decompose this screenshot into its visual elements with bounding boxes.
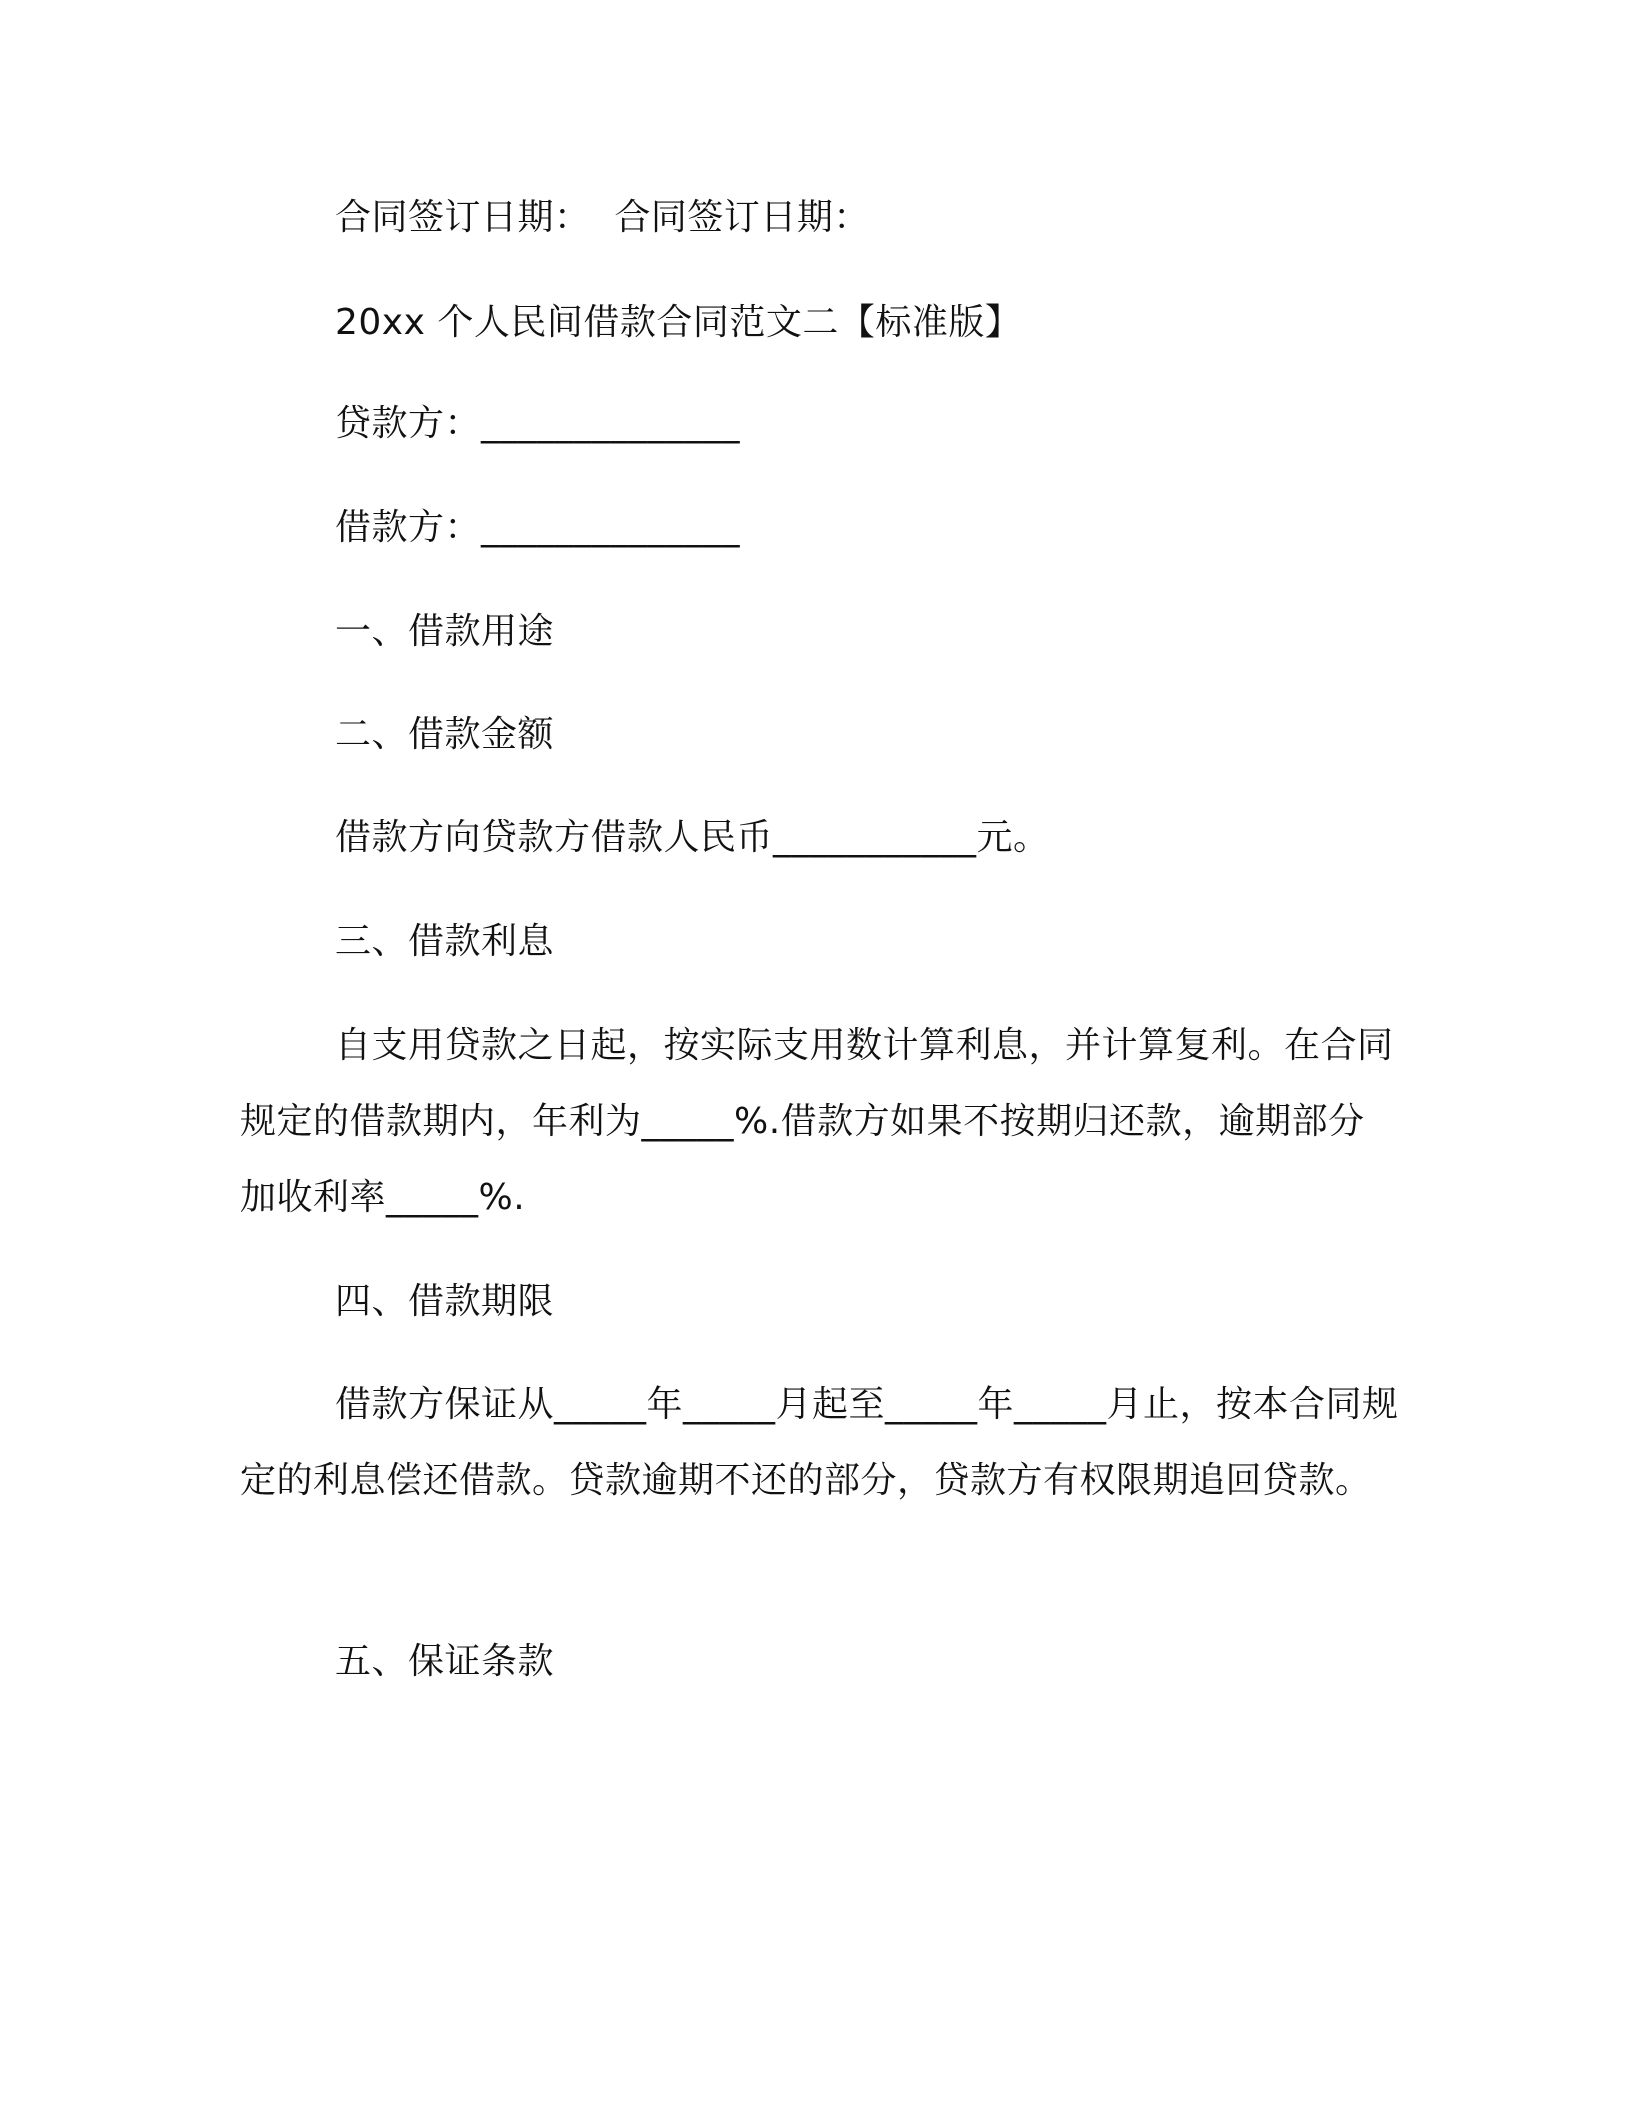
section4-heading: 四、借款期限	[335, 1281, 555, 1322]
section3-paragraph: 自支用贷款之日起，按实际支用数计算利息，并计算复利。在合同规定的借款期内，年利为_____%.借款方如果不按期归还款，逾期部分加收利率_____%.	[240, 1025, 1394, 1218]
section3-heading: 三、借款利息	[335, 921, 555, 962]
section2-heading: 二、借款金额	[335, 714, 555, 755]
section2-text: 借款方向贷款方借款人民币___________元。	[335, 817, 1050, 858]
borrower-line: 借款方：______________	[335, 507, 741, 548]
sign-date-line: 合同签订日期： 合同签订日期：	[335, 197, 870, 238]
lender-line: 贷款方：______________	[335, 403, 741, 444]
document-title: 20xx 个人民间借款合同范文二【标准版】	[335, 302, 1022, 343]
section1-heading: 一、借款用途	[335, 611, 555, 652]
section4-paragraph: 借款方保证从_____年_____月起至_____年_____月止，按本合同规定的利息偿还借款。贷款逾期不还的部分，贷款方有权限期追回贷款。	[240, 1384, 1399, 1501]
section5-heading: 五、保证条款	[335, 1641, 555, 1682]
